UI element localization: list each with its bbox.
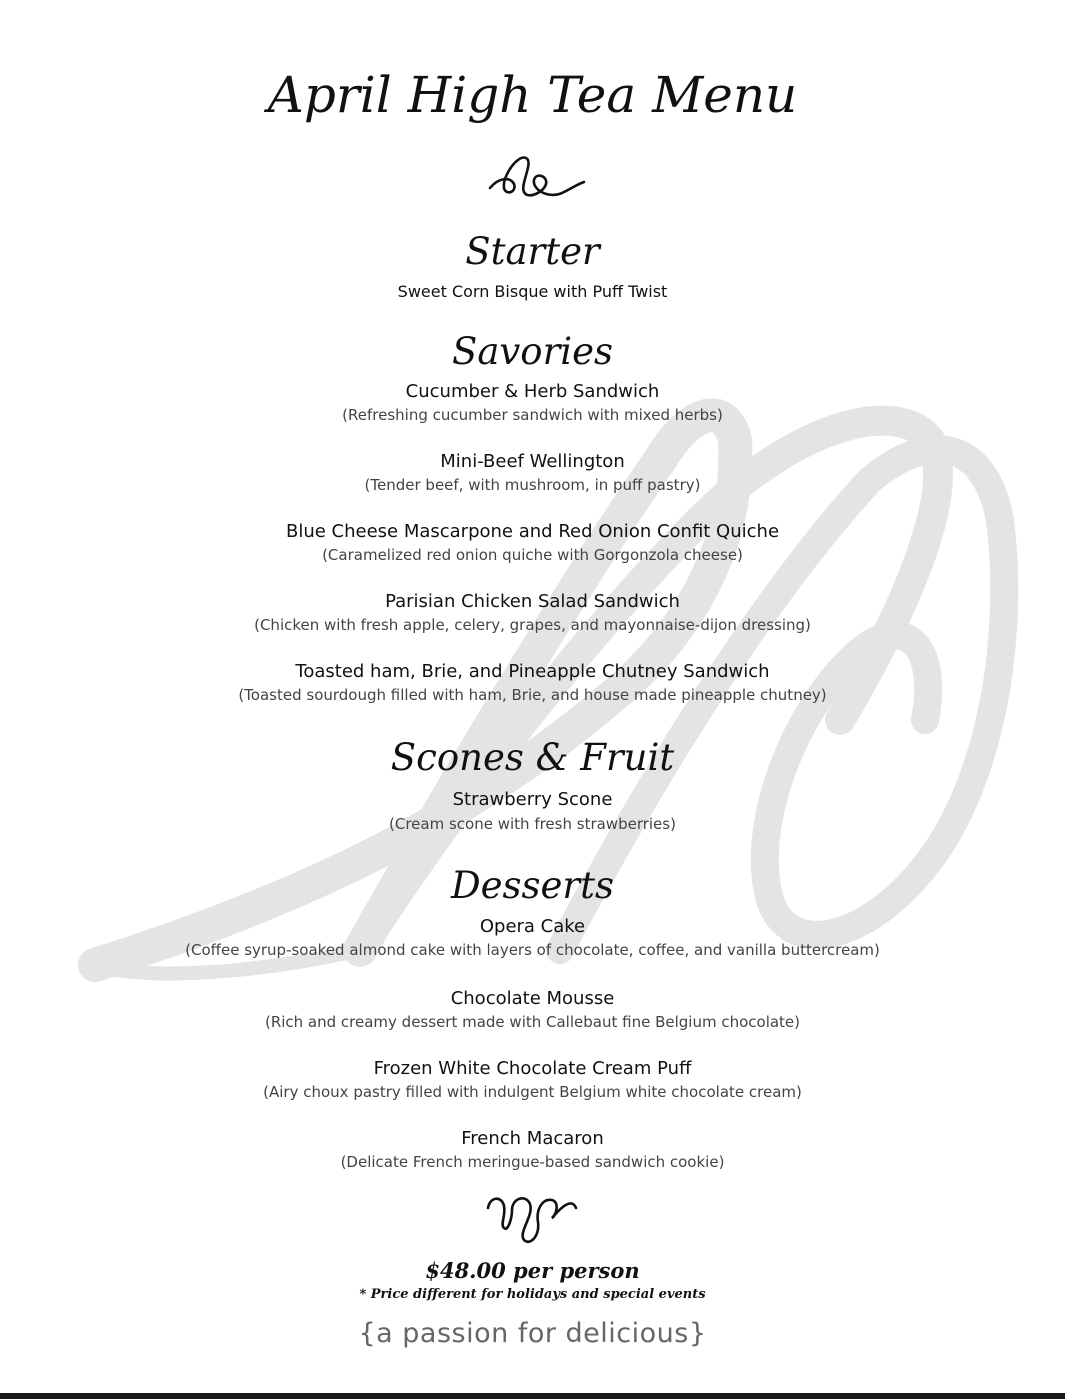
menu-item-description: (Delicate French meringue-based sandwich cookie) <box>340 1153 725 1171</box>
menu-item-name: French Macaron <box>461 1128 604 1149</box>
bottom-border <box>0 1393 1065 1399</box>
menu-item-description: (Rich and creamy dessert made with Callebaut fine Belgium chocolate) <box>264 1013 801 1031</box>
menu-item-name: Opera Cake <box>479 916 586 937</box>
section-heading-scones: Scones & Fruit <box>390 736 675 779</box>
menu-item-name: Frozen White Chocolate Cream Puff <box>373 1058 692 1079</box>
menu-item-description: (Toasted sourdough filled with ham, Brie, and house made pineapple chutney) <box>238 686 827 704</box>
menu-item-description: (Refreshing cucumber sandwich with mixed herbs) <box>342 406 723 424</box>
menu-item-description: (Tender beef, with mushroom, in puff pastry) <box>364 476 701 494</box>
menu-item-name: Mini-Beef Wellington <box>440 451 625 472</box>
menu-item-description: (Caramelized red onion quiche with Gorgonzola cheese) <box>322 546 743 564</box>
section-heading-desserts: Desserts <box>451 864 614 907</box>
loop-flourish-icon <box>482 1188 582 1248</box>
menu-item-name: Sweet Corn Bisque with Puff Twist <box>397 282 668 301</box>
section-heading-starter: Starter <box>465 230 600 273</box>
menu-item-name: Chocolate Mousse <box>450 988 615 1009</box>
menu-item-description: (Coffee syrup-soaked almond cake with layers of chocolate, coffee, and vanilla buttercream) <box>185 941 880 959</box>
menu-item-name: Blue Cheese Mascarpone and Red Onion Confit Quiche <box>285 521 780 542</box>
price: $48.00 per person <box>425 1258 640 1283</box>
menu-item-name: Strawberry Scone <box>452 789 613 810</box>
tagline: {a passion for delicious} <box>358 1318 707 1349</box>
menu-title: April High Tea Menu <box>267 66 798 124</box>
menu-item-description: (Airy choux pastry filled with indulgent Belgium white chocolate cream) <box>263 1083 802 1101</box>
swirl-flourish-icon <box>484 148 590 204</box>
menu-item-name: Toasted ham, Brie, and Pineapple Chutney Sandwich <box>295 661 770 682</box>
menu-item-description: (Cream scone with fresh strawberries) <box>389 815 676 833</box>
menu-item-description: (Chicken with fresh apple, celery, grapes, and mayonnaise-dijon dressing) <box>254 616 811 634</box>
menu-item-name: Cucumber & Herb Sandwich <box>405 381 660 402</box>
section-heading-savories: Savories <box>452 330 613 373</box>
menu-item-name: Parisian Chicken Salad Sandwich <box>385 591 680 612</box>
price-note: * Price different for holidays and special events <box>359 1287 706 1302</box>
